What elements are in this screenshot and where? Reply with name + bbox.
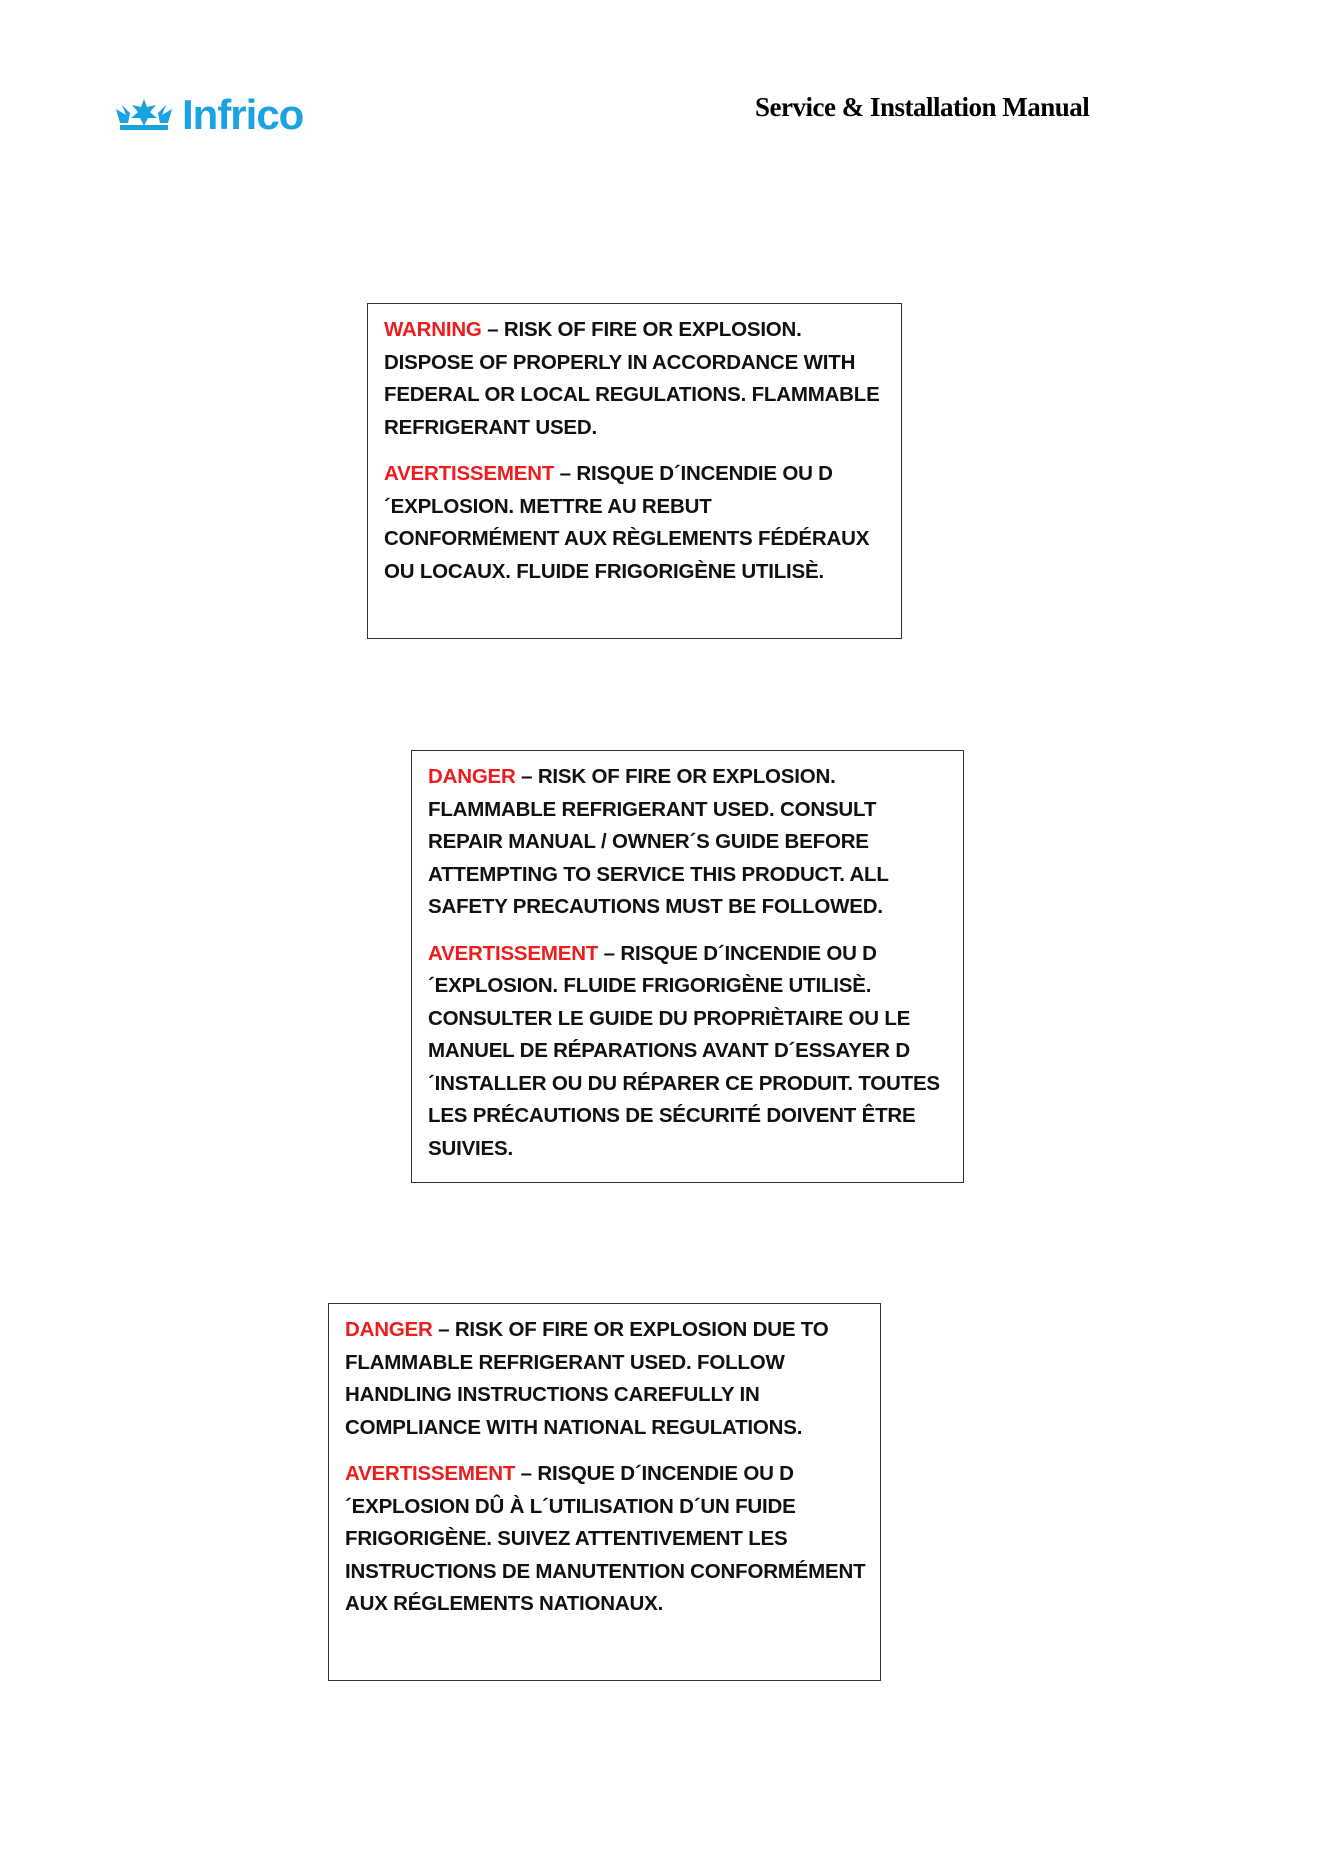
snowflake-crown-icon <box>112 95 176 135</box>
french-warning-paragraph <box>428 938 949 1166</box>
english-danger-paragraph <box>345 1314 866 1444</box>
french-warning-paragraph <box>384 458 887 588</box>
avertissement-text: – RISQUE D´INCENDIE OU D´EXPLOSION. METTRE AU REBUT CONFORMÉMENT AUX RÈGLEMENTS FÉDÉRAUX OU LOCAUX. FLUIDE FRIGORIGÈNE UTILISÈ. <box>384 462 870 583</box>
danger-keyword: DANGER <box>428 765 516 788</box>
english-danger-paragraph <box>428 761 949 924</box>
avertissement-text: – RISQUE D´INCENDIE OU D´EXPLOSION DÛ À L´UTILISATION D´UN FUIDE FRIGORIGÈNE. SUIVEZ ATTENTIVEMENT LES INSTRUCTIONS DE MANUTENTION CONFORMÉMENT AUX RÉGLEMENTS NATIONAUX. <box>345 1462 866 1615</box>
warning-text: – RISK OF FIRE OR EXPLOSION. DISPOSE OF PROPERLY IN ACCORDANCE WITH FEDERAL OR LOCAL REGULATIONS. FLAMMABLE REFRIGERANT USED. <box>384 318 880 439</box>
danger-text: – RISK OF FIRE OR EXPLOSION DUE TO FLAMMABLE REFRIGERANT USED. FOLLOW HANDLING INSTRUCTIONS CAREFULLY IN COMPLIANCE WITH NATIONAL REGULATIONS. <box>345 1318 829 1439</box>
danger-label-2 <box>411 750 964 1183</box>
warning-label-1 <box>367 303 902 639</box>
page-header-title: Service & Installation Manual <box>755 92 1090 122</box>
warning-keyword: WARNING <box>384 318 482 341</box>
danger-text: – RISK OF FIRE OR EXPLOSION. FLAMMABLE REFRIGERANT USED. CONSULT REPAIR MANUAL / OWNER´S GUIDE BEFORE ATTEMPTING TO SERVICE THIS PRODUCT. ALL SAFETY PRECAUTIONS MUST BE FOLLOWED. <box>428 765 889 918</box>
avertissement-text: – RISQUE D´INCENDIE OU D´EXPLOSION. FLUIDE FRIGORIGÈNE UTILISÈ. CONSULTER LE GUIDE DU PROPRIÈTAIRE OU LE MANUEL DE RÉPARATIONS AVANT D´ESSAYER D´INSTALLER OU DU RÉPARER CE PRODUIT. TOUTES LES PRÉCAUTIONS DE SÉCURITÉ DOIVENT ÊTRE SUIVIES. <box>428 941 940 1160</box>
avertissement-keyword: AVERTISSEMENT <box>345 1462 516 1485</box>
brand-logo <box>112 92 303 138</box>
danger-label-3 <box>328 1303 881 1681</box>
danger-keyword: DANGER <box>345 1318 433 1341</box>
english-warning-paragraph <box>384 314 887 444</box>
brand-name: Infrico <box>182 91 304 138</box>
avertissement-keyword: AVERTISSEMENT <box>428 941 599 965</box>
french-warning-paragraph <box>345 1458 866 1621</box>
avertissement-keyword: AVERTISSEMENT <box>384 462 555 485</box>
